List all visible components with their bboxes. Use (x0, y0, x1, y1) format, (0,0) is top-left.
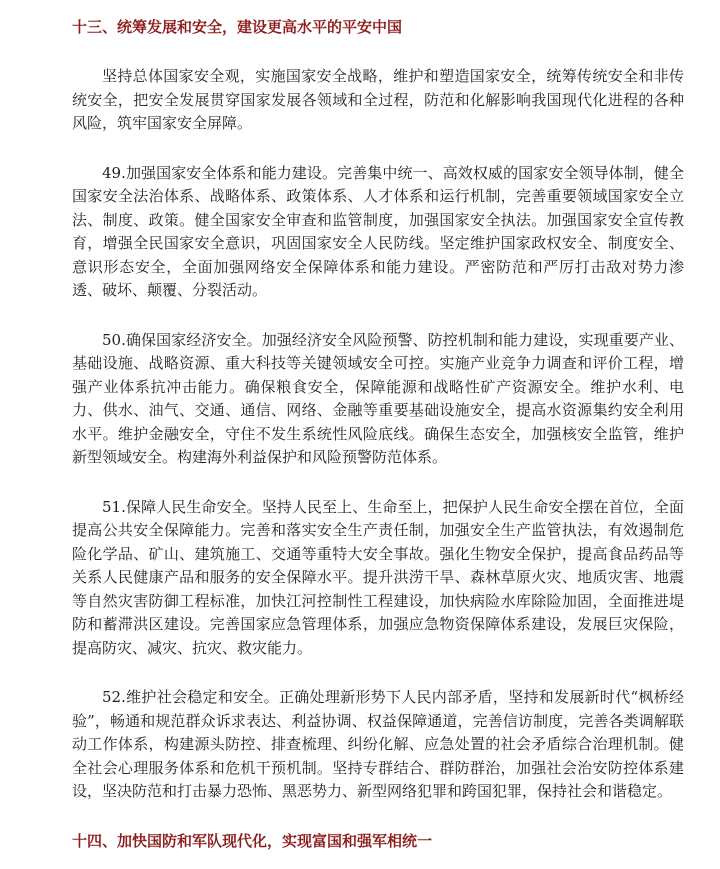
paragraph-intro: 坚持总体国家安全观，实施国家安全战略，维护和塑造国家安全，统筹传统安全和非传统安全，把安全发展贯穿国家发展各领域和全过程，防范和化解影响我国现代化进程的各种风险，筑牢国家安全屏障。 (72, 67, 684, 132)
section-heading-14: 十四、加快国防和军队现代化，实现富国和强军相统一 (72, 831, 433, 850)
paragraph-50: 50.确保国家经济安全。加强经济安全风险预警、防控机制和能力建设，实现重要产业、基础设施、战略资源、重大科技等关键领域安全可控。实施产业竞争力调查和评价工程，增强产业体系抗冲击能力。确保粮食安全，保障能源和战略性矿产资源安全。维护水利、电力、供水、油气、交通、通信、网络、金融等重要基础设施安全，提高水资源集约安全利用水平。维护金融安全，守住不发生系统性风险底线。确保生态安全，加强核安全监管，维护新型领域安全。构建海外利益保护和风险预警防范体系。 (72, 330, 684, 466)
document-page (72, 12, 684, 852)
section-heading-13: 十三、统筹发展和安全，建设更高水平的平安中国 (72, 18, 403, 36)
paragraph-52: 52.维护社会稳定和安全。正确处理新形势下人民内部矛盾，坚持和发展新时代“枫桥经验”，畅通和规范群众诉求表达、利益协调、权益保障通道，完善信访制度，完善各类调解联动工作体系，构建源头防控、排查梳理、纠纷化解、应急处置的社会矛盾综合治理机制。健全社会心理服务体系和危机干预机制。坚持专群结合、群防群治，加强社会治安防控体系建设，坚决防范和打击暴力恐怖、黑恶势力、新型网络犯罪和跨国犯罪，保持社会和谐稳定。 (72, 688, 684, 800)
paragraph-49: 49.加强国家安全体系和能力建设。完善集中统一、高效权威的国家安全领导体制，健全国家安全法治体系、战略体系、政策体系、人才体系和运行机制，完善重要领域国家安全立法、制度、政策。健全国家安全审查和监管制度，加强国家安全执法。加强国家安全宣传教育，增强全民国家安全意识，巩固国家安全人民防线。坚定维护国家政权安全、制度安全、意识形态安全，全面加强网络安全保障体系和能力建设。严密防范和严厉打击敌对势力渗透、破坏、颠覆、分裂活动。 (72, 163, 684, 299)
paragraph-51: 51.保障人民生命安全。坚持人民至上、生命至上，把保护人民生命安全摆在首位，全面提高公共安全保障能力。完善和落实安全生产责任制，加强安全生产监管执法，有效遏制危险化学品、矿山、建筑施工、交通等重特大安全事故。强化生物安全保护，提高食品药品等关系人民健康产品和服务的安全保障水平。提升洪涝干旱、森林草原火灾、地质灾害、地震等自然灾害防御工程标准，加快江河控制性工程建设，加快病险水库除险加固，全面推进堤防和蓄滞洪区建设。完善国家应急管理体系，加强应急物资保障体系建设，发展巨灾保险，提高防灾、减灾、抗灾、救灾能力。 (72, 497, 684, 657)
